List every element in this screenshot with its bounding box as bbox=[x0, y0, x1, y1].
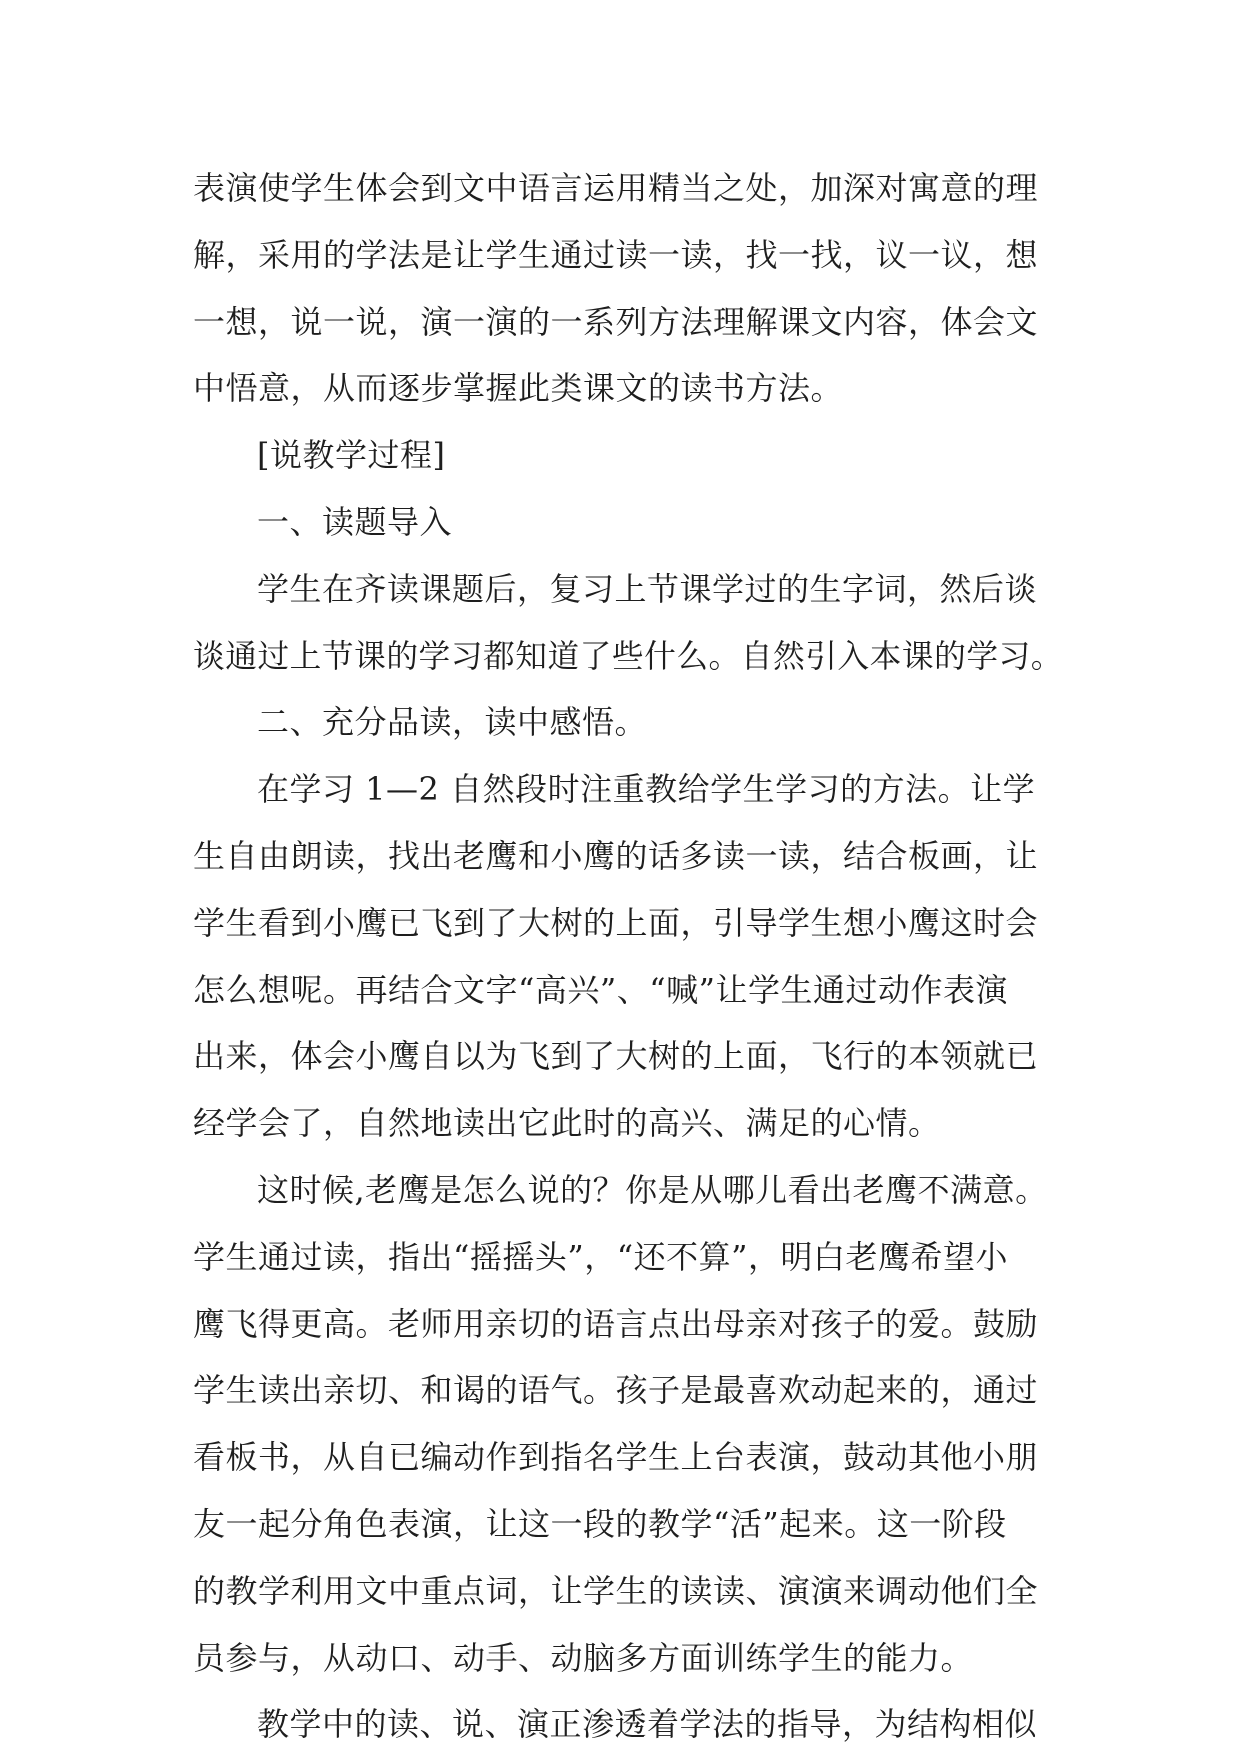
text-line: 学生看到小鹰已飞到了大树的上面，引导学生想小鹰这时会 bbox=[193, 903, 1039, 942]
section-heading: 二、充分品读，读中感悟。 bbox=[257, 703, 648, 742]
section-heading: [说教学过程] bbox=[257, 436, 446, 475]
text-line: 的教学利用文中重点词，让学生的读读、演演来调动他们全 bbox=[193, 1571, 1039, 1610]
text-line: 学生读出亲切、和谒的语气。孩子是最喜欢动起来的，通过 bbox=[193, 1371, 1039, 1410]
text-line: 解，采用的学法是让学生通过读一读，找一找，议一议，想 bbox=[193, 235, 1039, 274]
text-line: 鹰飞得更高。老师用亲切的语言点出母亲对孩子的爱。鼓励 bbox=[193, 1304, 1039, 1343]
text-line: 生自由朗读，找出老鹰和小鹰的话多读一读，结合板画，让 bbox=[193, 836, 1039, 875]
text-line: 友一起分角色表演，让这一段的教学“活”起来。这一阶段 bbox=[193, 1504, 1007, 1543]
text-line: 在学习 1—2 自然段时注重教给学生学习的方法。让学 bbox=[257, 770, 1036, 809]
text-line: 看板书，从自已编动作到指名学生上台表演，鼓动其他小朋 bbox=[193, 1438, 1039, 1477]
text-line: 学生在齐读课题后，复习上节课学过的生字词，然后谈 bbox=[257, 569, 1038, 608]
text-line: 这时候,老鹰是怎么说的？你是从哪儿看出老鹰不满意。 bbox=[257, 1170, 1048, 1209]
text-line: 一想，说一说，演一演的一系列方法理解课文内容，体会文 bbox=[193, 302, 1039, 341]
text-line: 怎么想呢。再结合文字“高兴”、“喊”让学生通过动作表演 bbox=[193, 970, 1008, 1009]
text-line: 出来，体会小鹰自以为飞到了大树的上面，飞行的本领就已 bbox=[193, 1037, 1039, 1076]
text-line: 教学中的读、说、演正渗透着学法的指导，为结构相似 bbox=[257, 1705, 1038, 1744]
text-line: 学生通过读，指出“摇摇头”，“还不算”，明白老鹰希望小 bbox=[193, 1237, 1008, 1276]
text-line: 员参与，从动口、动手、动脑多方面训练学生的能力。 bbox=[193, 1638, 974, 1677]
text-line: 谈通过上节课的学习都知道了些什么。自然引入本课的学习。 bbox=[193, 636, 1063, 675]
text-line: 中悟意，从而逐步掌握此类课文的读书方法。 bbox=[193, 369, 844, 408]
text-line: 经学会了，自然地读出它此时的高兴、满足的心情。 bbox=[193, 1104, 941, 1143]
text-line: 表演使学生体会到文中语言运用精当之处，加深对寓意的理 bbox=[193, 169, 1039, 207]
section-heading: 一、读题导入 bbox=[257, 502, 453, 541]
document-body bbox=[193, 155, 1063, 1758]
